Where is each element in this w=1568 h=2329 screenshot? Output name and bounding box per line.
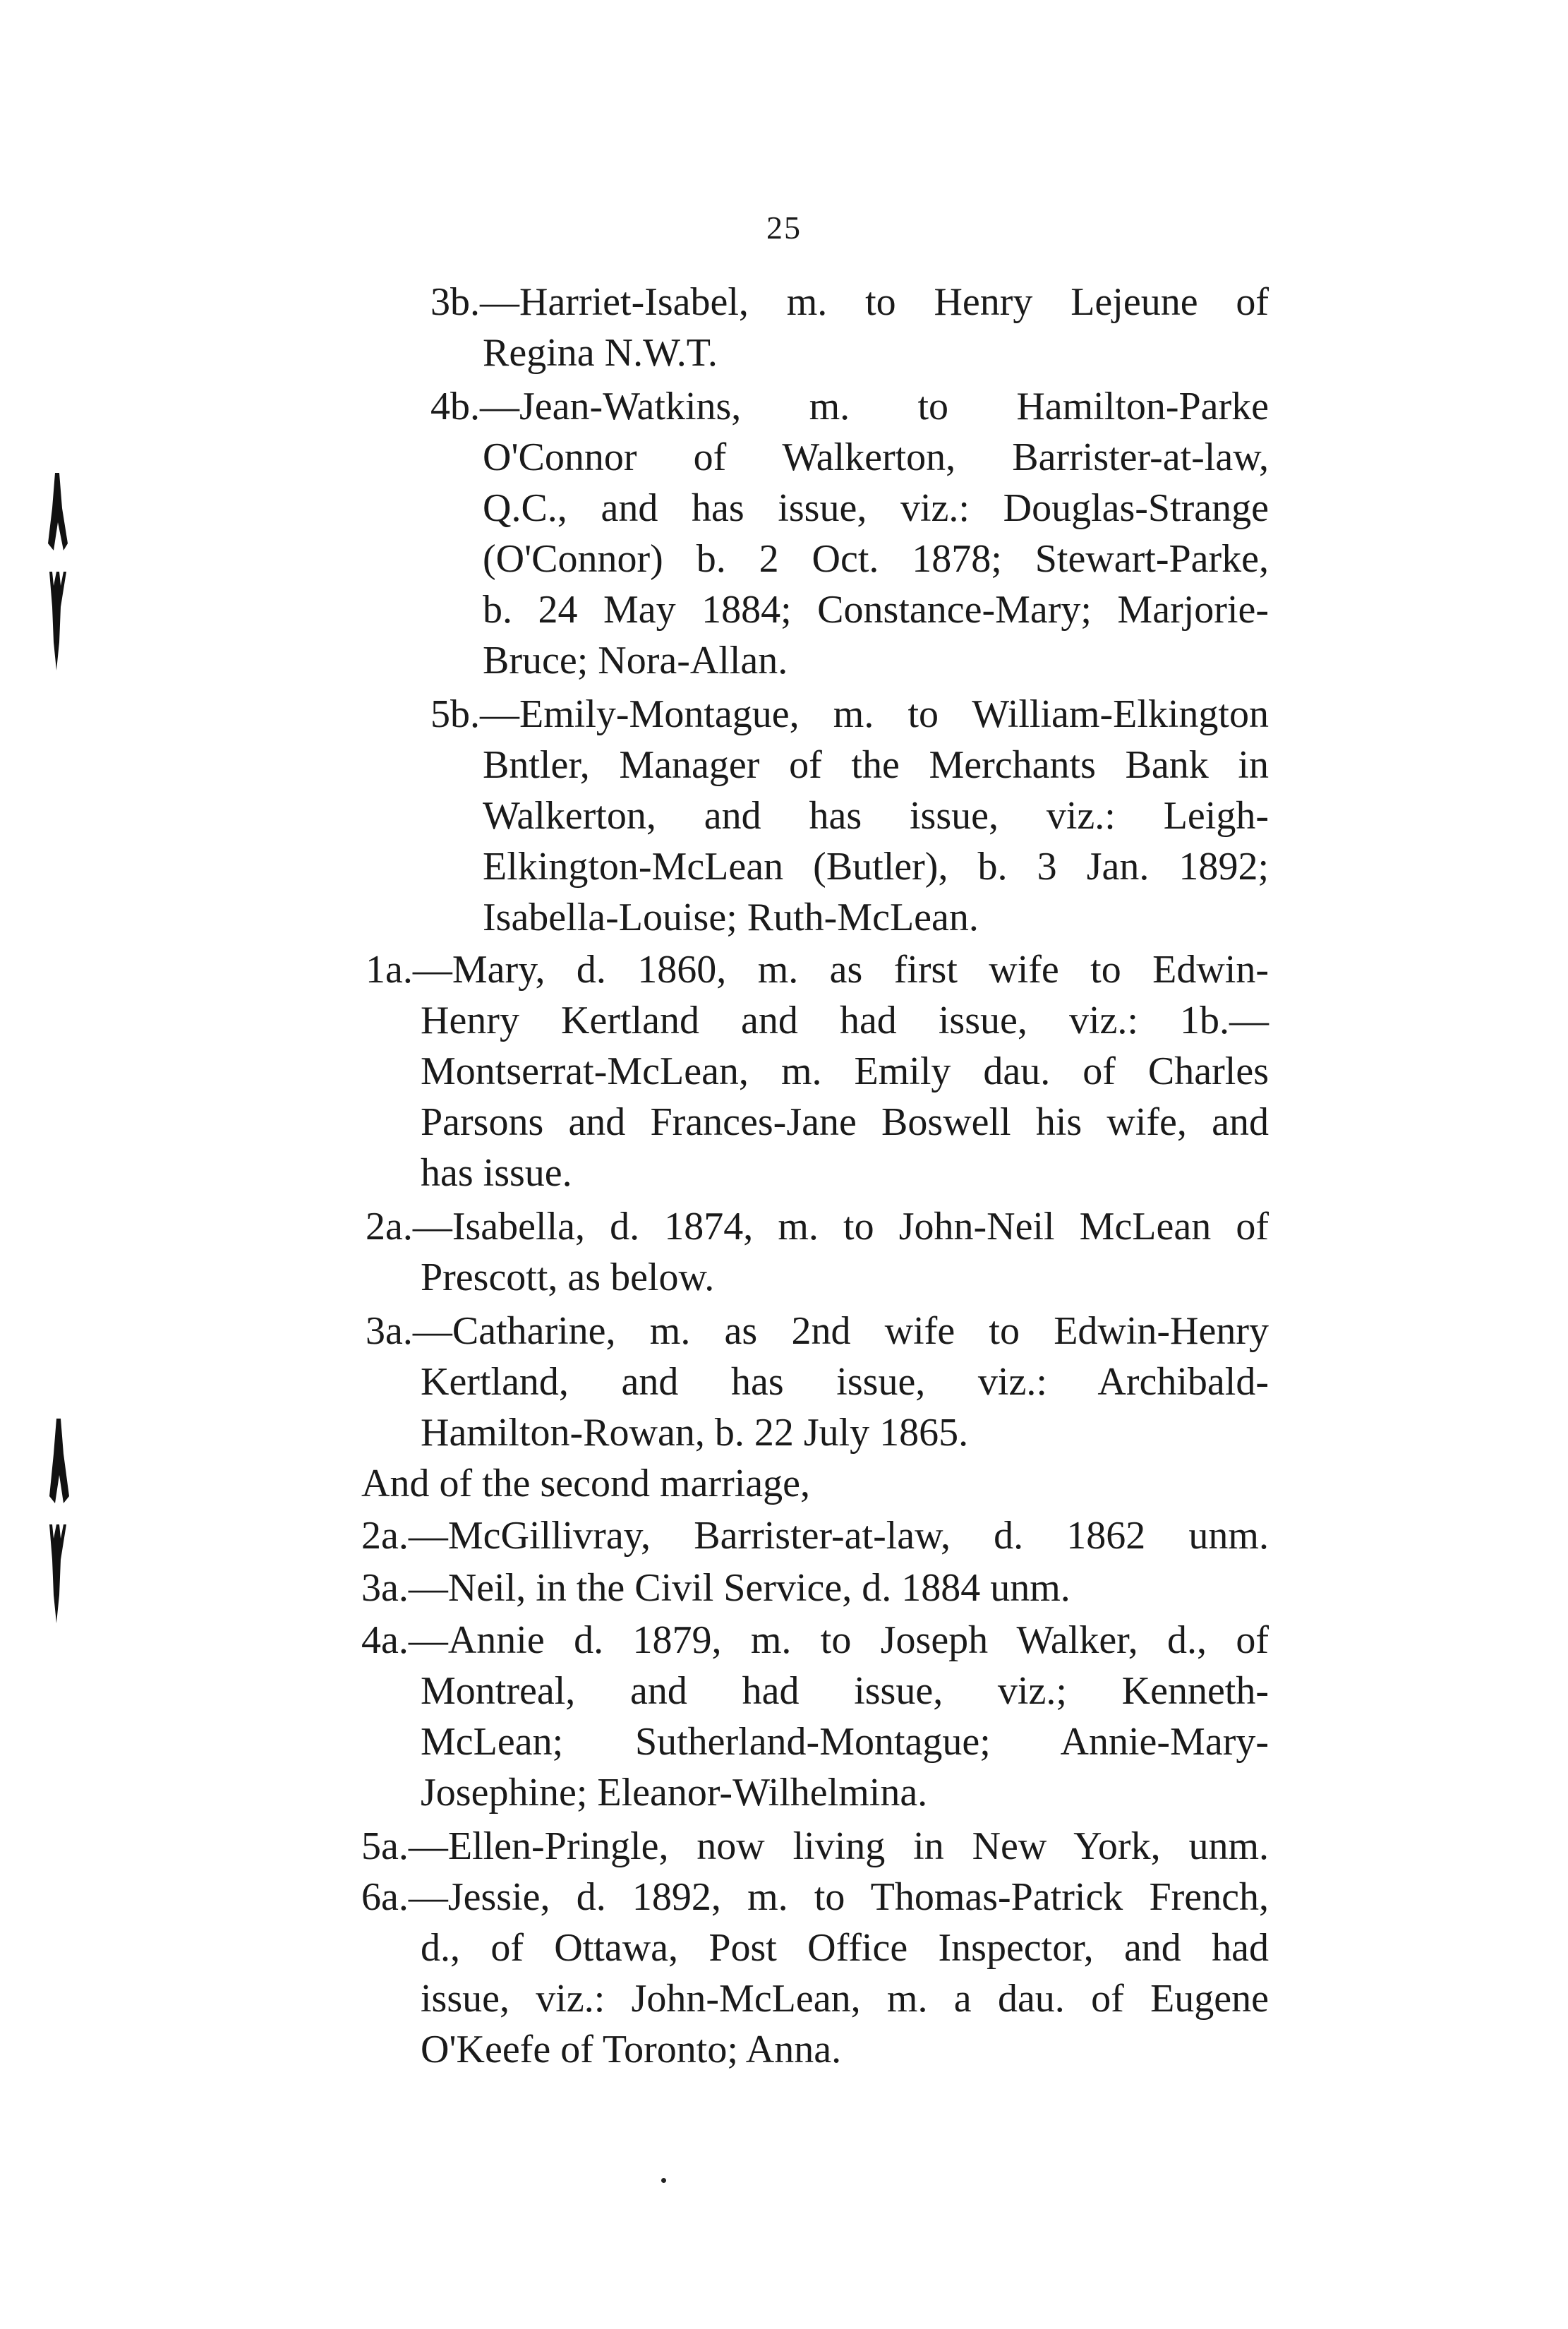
- text-line: Prescott, as below.: [421, 1256, 715, 1299]
- text-line: 5b.—Emily-Montague, m. to William-Elkington: [430, 692, 1269, 736]
- text-line: And of the second marriage,: [361, 1462, 810, 1505]
- text-line: Montreal, and had issue, viz.; Kenneth-: [421, 1669, 1269, 1713]
- text-line: Montserrat-McLean, m. Emily dau. of Charles: [421, 1049, 1269, 1093]
- text-line: Isabella-Louise; Ruth-McLean.: [483, 896, 979, 939]
- text-line: b. 24 May 1884; Constance-Mary; Marjorie-: [483, 588, 1269, 632]
- text-line: Parsons and Frances-Jane Boswell his wife, and: [421, 1100, 1269, 1144]
- text-line: issue, viz.: John-McLean, m. a dau. of Eugene: [421, 1977, 1269, 2021]
- text-line: O'Connor of Walkerton, Barrister-at-law,: [483, 435, 1269, 479]
- text-line: Regina N.W.T.: [483, 331, 718, 375]
- text-line: Bruce; Nora-Allan.: [483, 639, 788, 682]
- text-line: Josephine; Eleanor-Wilhelmina.: [421, 1771, 928, 1815]
- text-line: 1a.—Mary, d. 1860, m. as first wife to Edwin-: [366, 948, 1269, 992]
- text-line: McLean; Sutherland-Montague; Annie-Mary-: [421, 1720, 1269, 1764]
- text-line: d., of Ottawa, Post Office Inspector, and had: [421, 1926, 1269, 1970]
- binding-mark-upper: [28, 466, 85, 678]
- text-line: 3b.—Harriet-Isabel, m. to Henry Lejeune of: [430, 280, 1269, 324]
- text-line: O'Keefe of Toronto; Anna.: [421, 2028, 842, 2071]
- text-line: 3a.—Catharine, m. as 2nd wife to Edwin-Henry: [366, 1309, 1269, 1353]
- text-line: Walkerton, and has issue, viz.: Leigh-: [483, 794, 1269, 838]
- text-line: Bntler, Manager of the Merchants Bank in: [483, 743, 1269, 787]
- text-line: 4b.—Jean-Watkins, m. to Hamilton-Parke: [430, 385, 1269, 428]
- text-line: Elkington-McLean (Butler), b. 3 Jan. 1892;: [483, 845, 1269, 889]
- binding-mark-lower: [28, 1412, 85, 1630]
- text-line: Henry Kertland and had issue, viz.: 1b.—: [421, 999, 1269, 1042]
- text-line: Kertland, and has issue, viz.: Archibald-: [421, 1360, 1269, 1404]
- text-line: 6a.—Jessie, d. 1892, m. to Thomas-Patrick French,: [361, 1875, 1269, 1919]
- text-line: 3a.—Neil, in the Civil Service, d. 1884 unm.: [361, 1566, 1071, 1610]
- text-line: (O'Connor) b. 2 Oct. 1878; Stewart-Parke,: [483, 537, 1269, 581]
- text-line: Q.C., and has issue, viz.: Douglas-Strange: [483, 486, 1269, 530]
- text-line: has issue.: [421, 1151, 572, 1195]
- text-line: 5a.—Ellen-Pringle, now living in New York, unm.: [361, 1824, 1269, 1868]
- text-line: 2a.—Isabella, d. 1874, m. to John-Neil McLean of: [366, 1205, 1269, 1248]
- text-line: 2a.—McGillivray, Barrister-at-law, d. 1862 unm.: [361, 1514, 1269, 1558]
- printer-dot: [661, 2178, 666, 2183]
- text-line: 4a.—Annie d. 1879, m. to Joseph Walker, d., of: [361, 1618, 1269, 1662]
- text-line: Hamilton-Rowan, b. 22 July 1865.: [421, 1411, 969, 1455]
- page-number: 25: [766, 210, 802, 246]
